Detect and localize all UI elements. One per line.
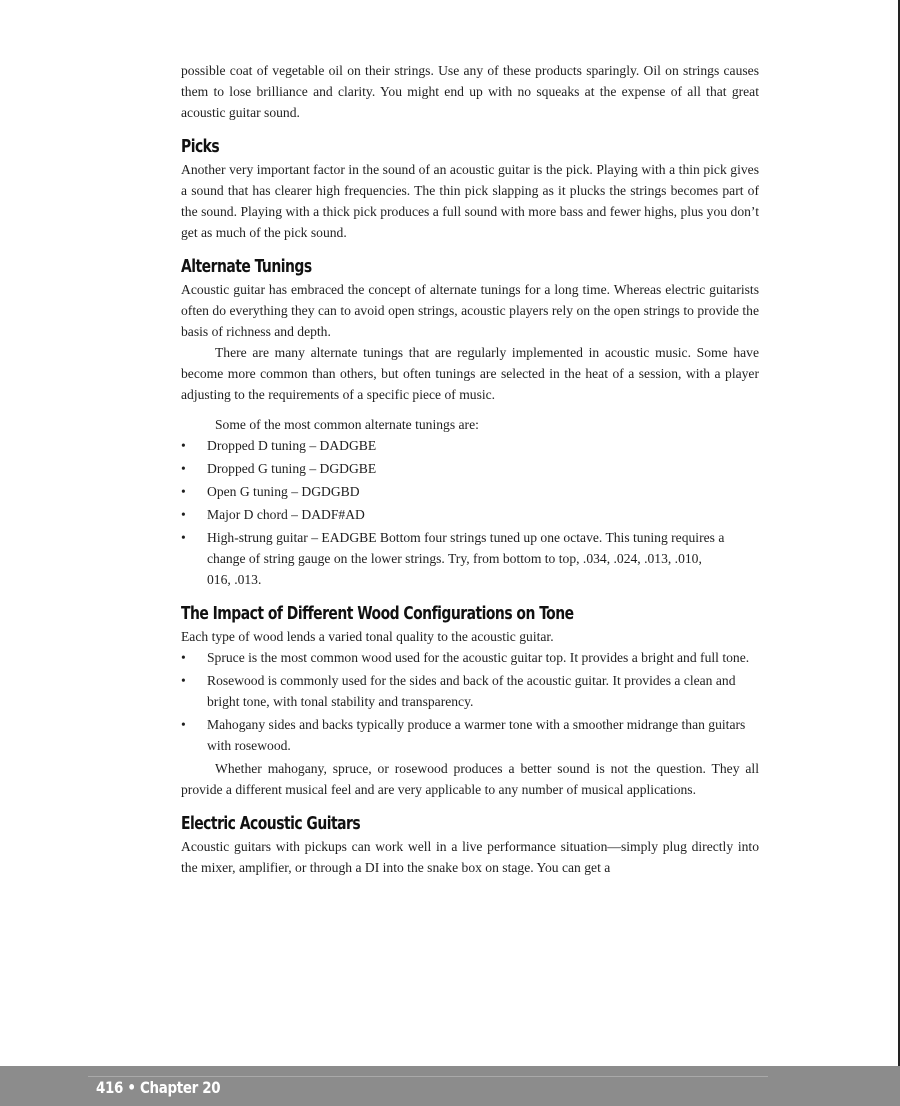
list-item: • Dropped D tuning – DADGBE — [181, 435, 759, 456]
wood-closing: Whether mahogany, spruce, or rosewood produces a better sound is not the question. They all provide a different musical feel and are very applicable to any number of musical applications. — [181, 761, 759, 797]
bullet-icon: • — [181, 673, 186, 688]
bullet-icon: • — [181, 461, 186, 476]
page-footer — [0, 1066, 900, 1106]
heading-picks: Picks — [181, 136, 220, 157]
page-body — [181, 60, 759, 878]
electric-acoustic-paragraph: Acoustic guitars with pickups can work well in a live performance situation—simply plug directly into the mixer, amplifier, or through a DI into the snake box on stage. You can get a — [181, 839, 759, 875]
intro-paragraph: possible coat of vegetable oil on their strings. Use any of these products sparingly. Oil on strings causes them to lose brilliance and clarity. You might end up with no squeaks at the expense of all that great acoustic guitar sound. — [181, 63, 759, 120]
wood-intro: Each type of wood lends a varied tonal quality to the acoustic guitar. — [181, 629, 554, 644]
list-item: • High-strung guitar – EADGBE Bottom four strings tuned up one octave. This tuning requires a change of string gauge on the lower strings. Try, from bottom to top, .034, .024, .013, .010, 016, .013. — [181, 527, 759, 590]
tunings-paragraph-1: Acoustic guitar has embraced the concept of alternate tunings for a long time. Whereas electric guitarists often do everything they can to avoid open strings, acoustic players rely on the open strings to provide the basis of richness and depth. — [181, 282, 759, 339]
heading-electric-acoustic: Electric Acoustic Guitars — [181, 813, 361, 834]
section-electric-acoustic — [181, 812, 759, 878]
bullet-icon: • — [181, 484, 186, 499]
list-item-continuation: 016, .013. — [207, 572, 262, 587]
list-item: • Spruce is the most common wood used for the acoustic guitar top. It provides a bright and full tone. — [181, 647, 759, 668]
heading-wood: The Impact of Different Wood Configurations on Tone — [181, 603, 574, 624]
wood-list — [181, 647, 759, 756]
bullet-icon: • — [181, 507, 186, 522]
tunings-list-intro: Some of the most common alternate tunings are: — [215, 417, 479, 432]
list-item: • Dropped G tuning – DGDGBE — [181, 458, 759, 479]
bullet-icon: • — [181, 650, 186, 665]
bullet-icon: • — [181, 438, 186, 453]
list-item: • Mahogany sides and backs typically produce a warmer tone with a smoother midrange than guitars with rosewood. — [181, 714, 759, 756]
section-picks — [181, 135, 759, 243]
tunings-paragraph-2: There are many alternate tunings that are regularly implemented in acoustic music. Some have become more common than others, but often tunings are selected in the heat of a session, with a player adjusting to the requirements of a specific piece of music. — [181, 345, 759, 402]
bullet-icon: • — [181, 530, 186, 545]
bullet-icon: • — [181, 717, 186, 732]
section-alternate-tunings — [181, 255, 759, 590]
list-item: • Rosewood is commonly used for the sides and back of the acoustic guitar. It provides a clean and bright tone, with tonal stability and transparency. — [181, 670, 759, 712]
page-number: 416 • Chapter 20 — [96, 1078, 221, 1097]
picks-paragraph: Another very important factor in the sound of an acoustic guitar is the pick. Playing with a thin pick gives a sound that has clearer high frequencies. The thin pick slapping as it plucks the strings becomes part of the sound. Playing with a thick pick produces a full sound with more bass and fewer highs, plus you don’t get as much of the pick sound. — [181, 162, 759, 240]
section-wood — [181, 602, 759, 800]
heading-alternate-tunings: Alternate Tunings — [181, 256, 312, 277]
list-item: • Open G tuning – DGDGBD — [181, 481, 759, 502]
list-item: • Major D chord – DADF#AD — [181, 504, 759, 525]
tunings-list — [181, 435, 759, 590]
